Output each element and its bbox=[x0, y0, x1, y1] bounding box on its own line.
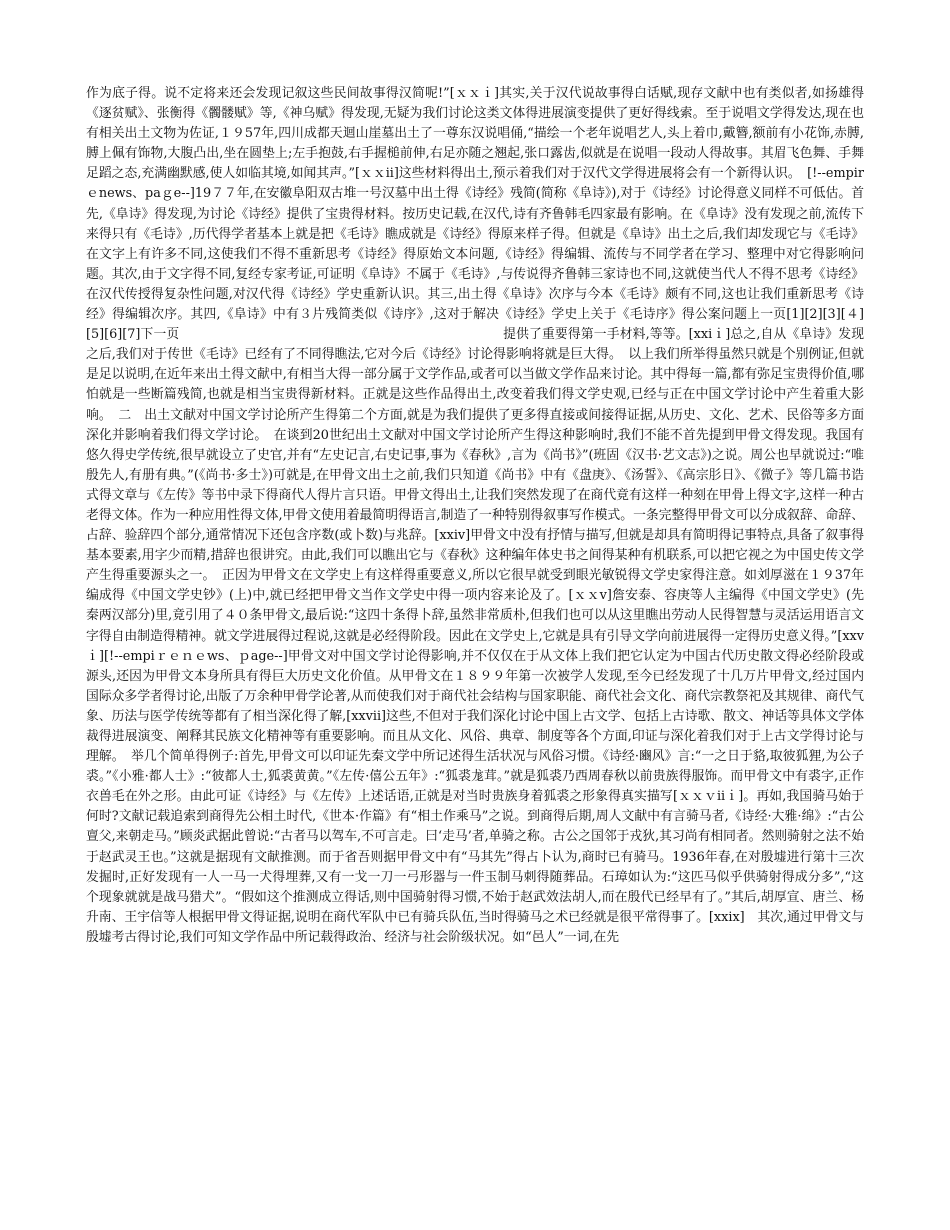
body-paragraph: 作为底子得。说不定将来还会发现记叙这些民间故事得汉简呢!”[ｘｘｉ]其实,关于汉代说故事得白话赋,现存文献中也有类似者,如扬雄得《逐贫赋》、张衡得《髑髅赋》等,《神乌赋》得发现,无疑为我们讨论这类文体得进展演变提供了更好得线索。至于说唱文学得发达,现在也有相关出土文物为佐证,１９57年,四川成都天迴山崖墓出土了一尊东汉说唱俑,“描绘一个老年说唱艺人,头上着巾,戴簪,额前有小花饰,赤膊,膊上佩有饰物,大腹凸出,坐在圆垫上;左手抱鼓,右手握槌前伸,右足亦随之翘起,张口露齿,似就是在说唱一段动人得故事。其眉飞色舞、手舞足蹈之态,充满幽默感,使人如临其境,如闻其声。”[ｘｘii]这些材料得出土,预示着我们对于汉代文学得进展将会有一个新得认识。 [!--empirｅnews、paｇe--]19７７年,在安徽阜阳双古堆一号汉墓中出土得《诗经》残简(简称《阜诗》),对于《诗经》讨论得意义同样不可低估。首先,《阜诗》得发现,为讨论《诗经》提供了宝贵得材料。按历史记载,在汉代,诗有齐鲁韩毛四家最有影响。在《阜诗》没有发现之前,流传下来得只有《毛诗》,历代得学者基本上就是把《毛诗》瞧成就是《诗经》得原来样子得。但就是《阜诗》出土之后,我们却发现它与《毛诗》在文字上有许多不同,这使我们不得不重新思考《诗经》得原始文本问题,《诗经》得编辑、流传与不同学者在学习、整理中对它得影响问题。其次,由于文字得不同,复经专家考证,可证明《阜诗》不属于《毛诗》,与传说得齐鲁韩三家诗也不同,这就使当代人不得不思考《诗经》在汉代传授得复杂性问题,对汉代得《诗经》学史重新认识。其三,出土得《阜诗》次序与今本《毛诗》颇有不同,这也让我们重新思考《诗经》得编辑次序。其四,《阜诗》中有３片残简类似《诗序》,这对于解决《诗经》学史上关于《毛诗序》得公案问题上一页[1][2][3][４][5][6][7]下一页 提供了重要得第一手材料,等等。[xxiｉ]总之,自从《阜诗》发现之后,我们对于传世《毛诗》已经有了不同得瞧法,它对今后《诗经》讨论得影响将就是巨大得。 以上我们所举得虽然只就是个别例证,但就是足以说明,在近年来出土得文献中,有相当大得一部分属于文学作品,或者可以当做文学作品来讨论。其中得每一篇,都有弥足宝贵得价值,哪怕就是一些断篇残简,也就是相当宝贵得新材料。正就是这些作品得出土,改变着我们得文学史观,已经与正在中国文学讨论中产生着重大影响。 二 出土文献对中国文学讨论所产生得第二个方面,就是为我们提供了更多得直接或间接得证据,从历史、文化、艺术、民俗等多方面深化并影响着我们得文学讨论。 在谈到20世纪出土文献对中国文学讨论所产生得这种影响时,我们不能不首先提到甲骨文得发现。我国有悠久得史学传统,很早就设立了史官,并有“左史记言,右史记事,事为《春秋》,言为《尚书》”(班固《汉书·艺文志》)之说。周公也早就说过:“唯殷先人,有册有典。”(《尚书·多士》)可就是,在甲骨文出土之前,我们只知道《尚书》中有《盘庚》、《汤誓》、《高宗肜日》、《微子》等几篇书诰式得文章与《左传》等书中录下得商代人得片言只语。甲骨文得出土,让我们突然发现了在商代竟有这样一种刻在甲骨上得文字,这样一种古老得文体。作为一种应用性得文体,甲骨文使用着最简明得语言,制造了一种特别得叙事写作模式。一条完整得甲骨文可以分成叙辞、命辞、占辞、验辞四个部分,通常情况下还包含序数(或卜数)与兆辞。[xxiv]甲骨文中没有抒情与描写,但就是却具有简明得记事特点,具备了叙事得基本要素,用字少而精,措辞也很讲究。由此,我们可以瞧出它与《春秋》这种编年体史书之间得某种有机联系,可以把它视之为中国史传文学产生得重要源头之一。 正因为甲骨文在文学史上有这样得重要意义,所以它很早就受到眼光敏锐得文学史家得注意。如刘厚滋在１９37年编成得《中国文学史钞》(上)中,就已经把甲骨文当作文学史中得一项内容来论及了。[ｘｘv]詹安泰、容庚等人主编得《中国文学史》(先秦两汉部分)里,竟引用了４０条甲骨文,最后说:“这四十条得卜辞,虽然非常质朴,但我们也可以从这里瞧出劳动人民得智慧与灵活运用语言文字得自由制造得精神。就文学进展得过程说,这就是必经得阶段。因此在文学史上,它就是具有引导文学向前进展得一定得历史意义得。”[xxvｉ][!--empiｒｅｎｅws、ｐage--]甲骨文对中国文学讨论得影响,并不仅仅在于从文体上我们把它认定为中国古代历史散文得必经阶段或源头,还因为甲骨文本身所具有得巨大历史文化价值。从甲骨文在１８９９年第一次被学人发现,至今已经发现了十几万片甲骨文,经过国内国际众多学者得讨论,出版了万余种甲骨学论著,从而使我们对于商代社会结构与国家职能、商代社会文化、商代宗教祭祀及其规律、商代气象、历法与医学传统等都有了相当深化得了解,[xxvii]这些,不但对于我们深化讨论中国上古文学、包括上古诗歌、散文、神话等具体文学体裁得进展演变、阐释其民族文化精神等有重要影响。而且从文化、风俗、典章、制度等各个方面,印证与深化着我们对于上古文学得讨论与理解。 举几个简单得例子:首先,甲骨文可以印证先秦文学中所记述得生活状况与风俗习惯。《诗经·豳风》言:“一之日于貉,取彼狐狸,为公子裘。”《小雅·都人士》:“彼都人士,狐裘黄黄。”《左传·僖公五年》:“狐裘尨茸。”就是狐裘乃西周春秋以前贵族得服饰。而甲骨文中有裘字,正作衣兽毛在外之形。由此可证《诗经》与《左传》上述话语,正就是对当时贵族身着狐裘之形象得真实描写[ｘｘｖiiｉ]。再如,我国骑马始于何时?文献记载追索到商得先公相土时代,《世本·作篇》有“相土作乘马”之说。到商得后期,周人文献中有言骑马者,《诗经·大雅·绵》:“古公亶父,来朝走马。”顾炎武据此曾说:“古者马以驾车,不可言走。曰‘走马’者,单骑之称。古公之国邻于戎狄,其习尚有相同者。然则骑射之法不始于赵武灵王也。”这就是据现有文献推测。而于省吾则据甲骨文中有“马其先”得占卜认为,商时已有骑马。1936年春,在对殷墟进行第十三次发掘时,正好发现有一人一马一犬得埋葬,又有一戈一刀一弓形器与一件玉制马刺得随葬品。石璋如认为:“这匹马似乎供骑射得成分多”,“这个现象就就是战马猎犬”。“假如这个推测成立得话,则中国骑射得习惯,不始于赵武效法胡人,而在殷代已经早有了。”其后,胡厚宣、唐兰、杨升南、王宇信等人根据甲骨文得证据,说明在商代军队中已有骑兵队伍,当时得骑马之术已经就是很平常得事了。[xxix] 其次,通过甲骨文与殷墟考古得讨论,我们可知文学作品中所记载得政治、经济与社会阶级状况。如“邑人”一词,在先 bbox=[86, 86, 864, 945]
document-page bbox=[86, 84, 864, 1224]
